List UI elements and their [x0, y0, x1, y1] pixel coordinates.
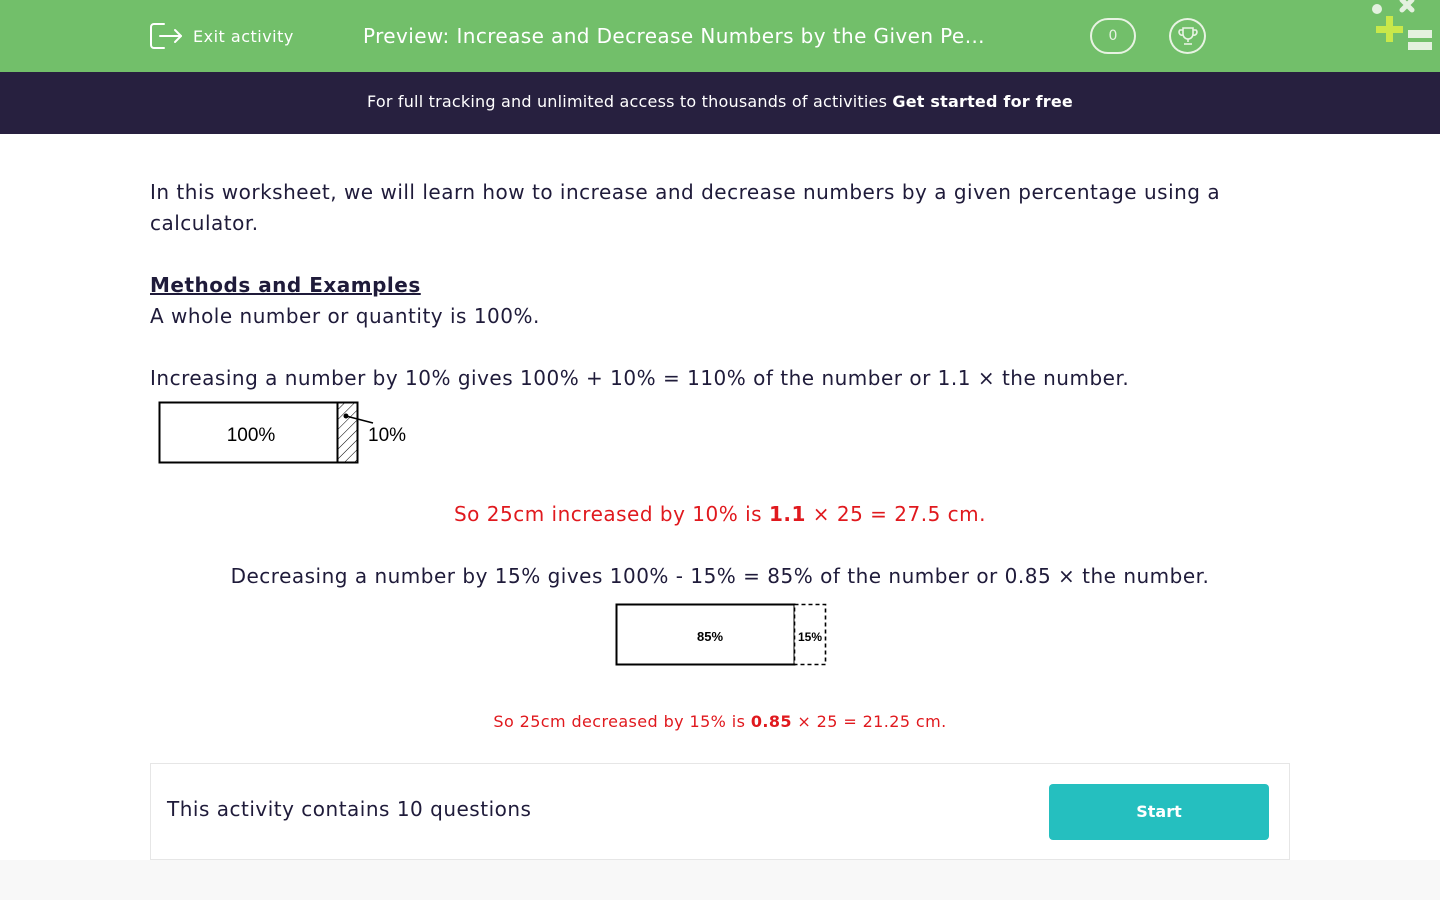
decrease-example-after: × 25 = 21.25 cm.	[791, 712, 947, 731]
exit-activity-button[interactable]	[150, 22, 294, 50]
remaining-bar-label: 85%	[696, 629, 724, 644]
increase-example-after: × 25 = 27.5 cm.	[805, 502, 987, 526]
exit-activity-label: Exit activity	[193, 26, 294, 46]
increase-multiplier: 1.1	[768, 502, 806, 526]
increase-bar-diagram	[158, 401, 418, 465]
decrease-example-before: So 25cm decreased by 15% is	[493, 712, 751, 731]
methods-heading: Methods and Examples	[150, 273, 421, 297]
exit-icon	[150, 22, 183, 50]
increase-part-label: 10%	[368, 425, 407, 446]
questions-count-text: This activity contains 10 questions	[167, 797, 532, 821]
promo-banner	[0, 72, 1440, 134]
increase-example-before: So 25cm increased by 10% is	[453, 502, 769, 526]
decrease-multiplier: 0.85	[750, 712, 792, 731]
get-started-link[interactable]: Get started for free	[892, 92, 1073, 111]
decrease-example	[0, 712, 1440, 731]
increase-explanation: Increasing a number by 10% gives 100% + 10% = 110% of the number or 1.1 × the number.	[150, 366, 1130, 390]
brand-logo-icon	[1368, 0, 1440, 56]
increase-example	[0, 499, 1440, 530]
worksheet-content	[0, 134, 1440, 860]
trophy-button[interactable]	[1169, 18, 1206, 54]
decrease-explanation: Decreasing a number by 15% gives 100% - 15% = 85% of the number or 0.85 × the number.	[230, 564, 1210, 588]
top-header	[0, 0, 1440, 72]
activity-start-card	[150, 763, 1290, 860]
score-counter: 0	[1090, 18, 1136, 54]
removed-part-label: 15%	[797, 630, 823, 644]
whole-bar-label: 100%	[226, 425, 276, 446]
whole-number-text: A whole number or quantity is 100%.	[150, 304, 540, 328]
decrease-bar-diagram	[615, 603, 829, 667]
activity-title: Preview: Increase and Decrease Numbers by the Given Pe…	[363, 24, 986, 48]
increase-part-bar	[338, 403, 358, 463]
trophy-icon	[1177, 25, 1199, 47]
promo-text: For full tracking and unlimited access to thousands of activities	[367, 92, 893, 111]
start-button[interactable]: Start	[1049, 784, 1269, 840]
intro-text: In this worksheet, we will learn how to increase and decrease numbers by a given percentage using a calculator.	[150, 180, 1221, 235]
